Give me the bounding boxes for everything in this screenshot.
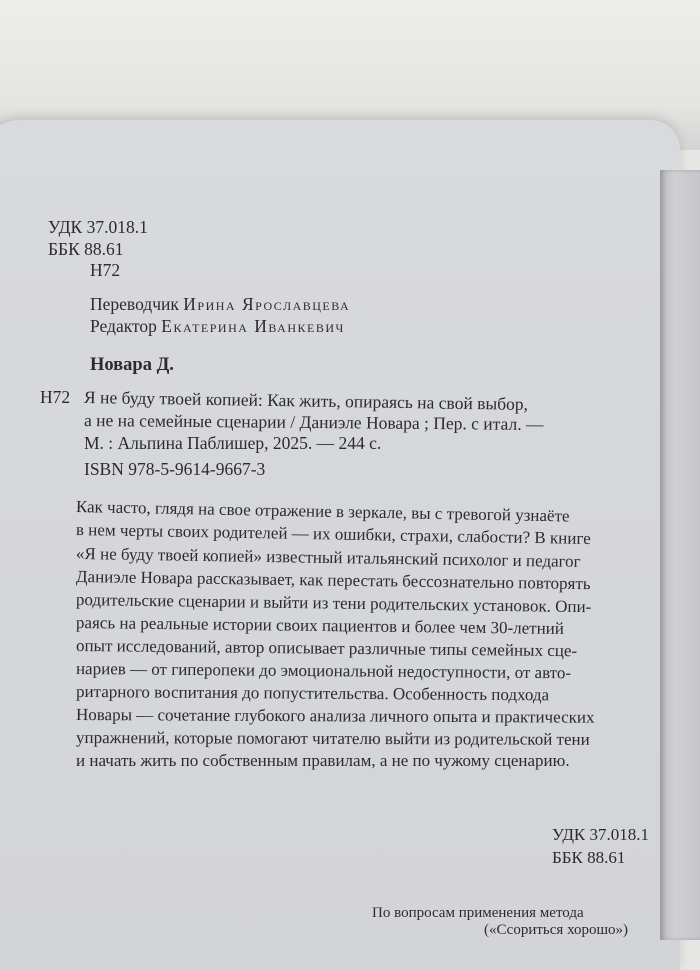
annotation-line: Новары — сочетание глубокого анализа личного опыта и практических bbox=[75, 705, 595, 727]
bbk-code-bottom: ББК 88.61 bbox=[552, 848, 626, 867]
bib-mark: Н72 bbox=[40, 387, 71, 407]
annotation-line: раясь на реальные истории своих пациентов и более чем 30-летний bbox=[75, 613, 565, 638]
author-mark: Н72 bbox=[90, 260, 121, 280]
annotation-line: нариев — от гиперопеки до эмоциональной недоступности, от авто- bbox=[75, 659, 572, 683]
footer-note-line-2: («Ссориться хорошо») bbox=[484, 922, 629, 938]
editor-credit bbox=[90, 318, 345, 336]
footer-note-line-1: По вопросам применения метода bbox=[372, 905, 584, 921]
udk-code: УДК 37.018.1 bbox=[48, 217, 148, 237]
annotation-line: опыт исследований, автор описывает различные типы семейных сце- bbox=[75, 636, 578, 661]
annotation-line: ритарного воспитания до попустительства. Особенность подхода bbox=[75, 682, 550, 705]
udk-code-bottom: УДК 37.018.1 bbox=[552, 825, 650, 844]
editor-role: Редактор bbox=[90, 316, 157, 336]
translator-name: Ирина Ярославцева bbox=[183, 294, 351, 314]
annotation-line: «Я не буду твоей копией» известный итальянский психолог и педагог bbox=[75, 544, 581, 571]
annotation-line: и начать жить по собственным правилам, а не по чужому сценарию. bbox=[76, 751, 570, 770]
annotation-line: Как часто, глядя на свое отражение в зеркале, вы с тревогой узнаёте bbox=[75, 497, 570, 526]
annotation-line: упражнений, которые помогают читателю выйти из родительской тени bbox=[75, 728, 590, 749]
annotation-line: в нем черты своих родителей — их ошибки, страхи, слабости? В книге bbox=[75, 520, 591, 548]
annotation-line: Даниэле Новара рассказывает, как перестать бессознательно повторять bbox=[75, 567, 591, 594]
bib-line-3: М. : Альпина Паблишер, 2025. — 244 с. bbox=[84, 433, 382, 453]
isbn: ISBN 978-5-9614-9667-3 bbox=[84, 459, 266, 479]
translator-role: Переводчик bbox=[90, 294, 179, 314]
translator-credit bbox=[90, 296, 350, 314]
bib-line-1: Я не буду твоей копией: Как жить, опираясь на свой выбор, bbox=[83, 387, 529, 414]
bib-line-2: а не на семейные сценарии / Даниэле Новара ; Пер. с итал. — bbox=[83, 410, 544, 435]
bbk-code: ББК 88.61 bbox=[48, 239, 124, 259]
annotation-line: родительские сценарии и выйти из тени родительских установок. Опи- bbox=[75, 590, 592, 617]
editor-name: Екатерина Иванкевич bbox=[161, 316, 345, 336]
author-heading: Новара Д. bbox=[90, 355, 174, 375]
